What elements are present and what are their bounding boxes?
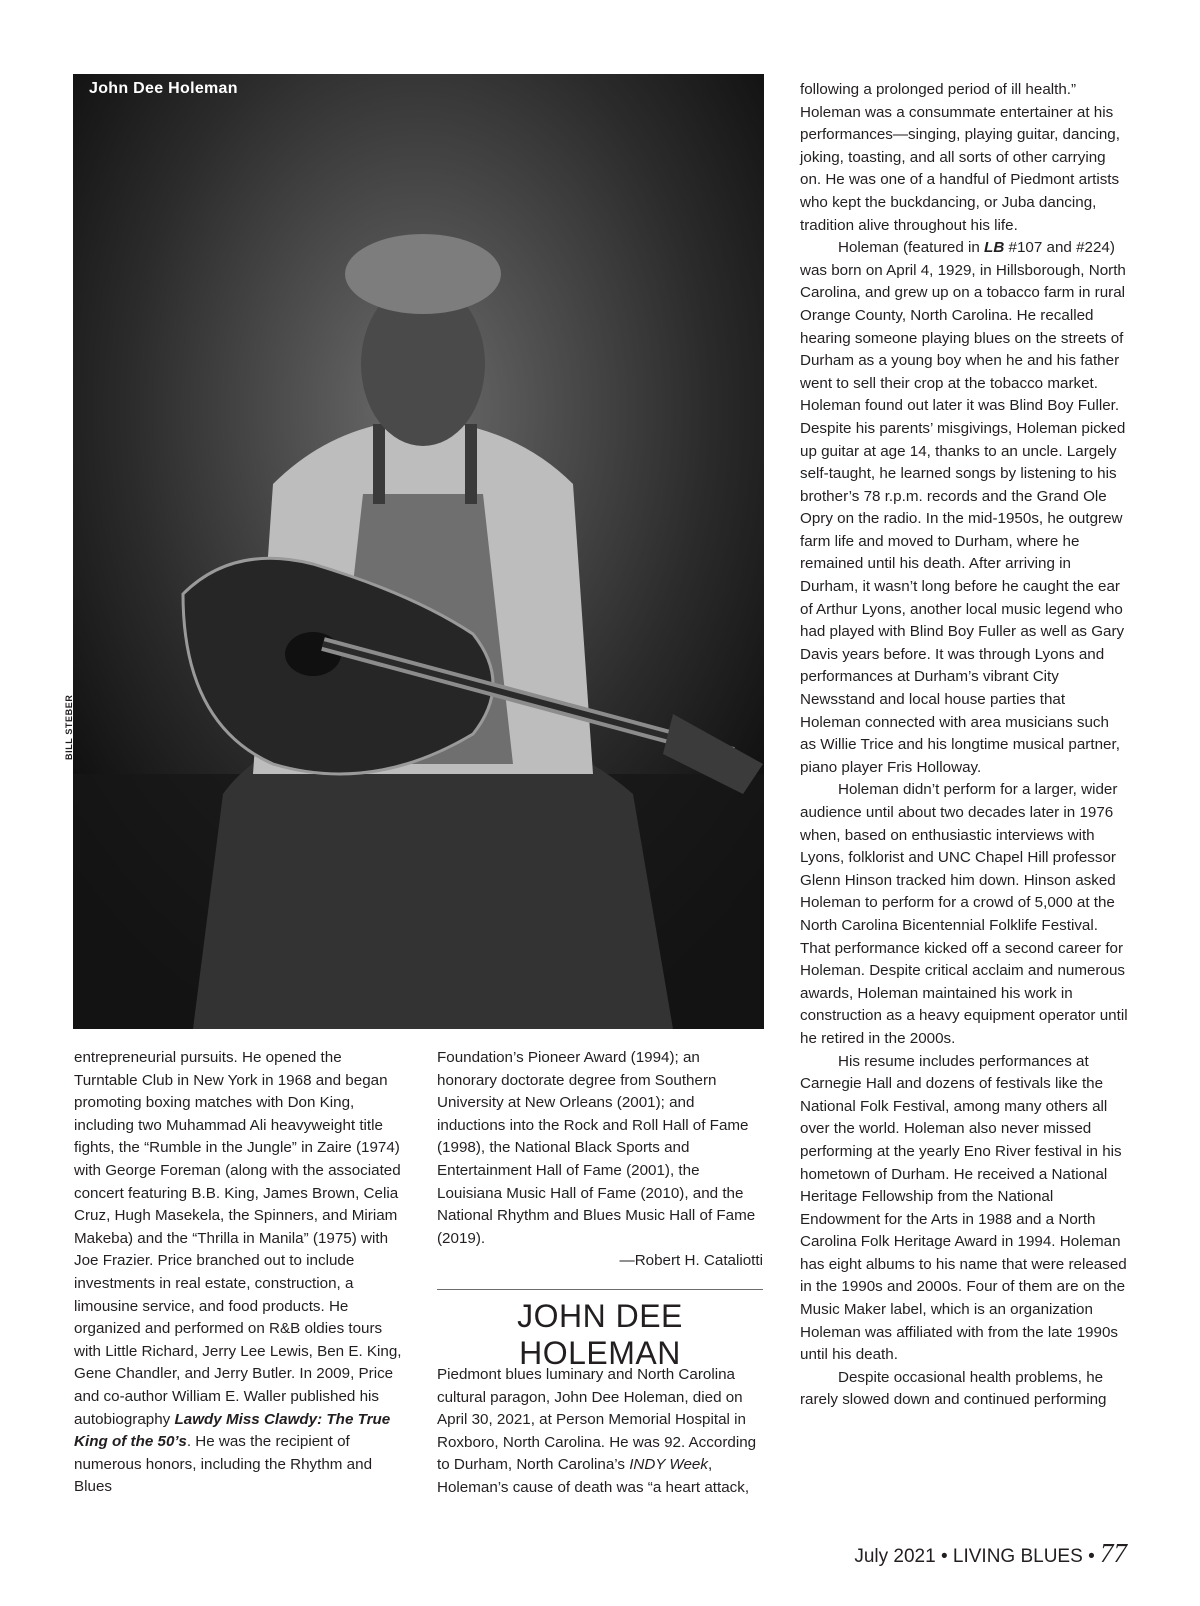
magazine-name: LIVING BLUES <box>952 1546 1083 1567</box>
paragraph: Foundation’s Pioneer Award (1994); an honorary doctorate degree from Southern University at New Orleans (2001); and inductions into the Rock and Roll Hall of Fame (1998), the National Black Sports and Entertainment Hall of Fame (2001), the Louisiana Music Hall of Fame (2010), and the National Rhythm and Blues Music Hall of Fame (2019). <box>437 1049 756 1247</box>
paragraph: His resume includes performances at Carnegie Hall and dozens of festivals like the National Folk Festival, among many others all over the world. Holeman also never missed performing at the yearly Eno River festival in his hometown of Durham. He received a National Heritage Fellowship from the National Endowment for the Arts in 1988 and a North Carolina Folk Heritage Award in 1994. Holeman has eight albums to his name that were released in the 1990s and 2000s. Four of them are on the Music Maker label, which is an organization Holeman was affiliated with from the late 1990s until his death. <box>800 1052 1127 1364</box>
separator: • <box>1088 1546 1095 1567</box>
page-footer <box>854 1538 1127 1569</box>
book-title: Lawdy Miss Clawdy: The True King of the 50’s <box>74 1410 391 1451</box>
section-headline: JOHN DEE HOLEMAN <box>517 1298 683 1371</box>
photo-credit: BILL STEBER <box>64 694 74 760</box>
paragraph: Piedmont blues luminary and North Carolina cultural paragon, John Dee Holeman, died on April 30, 2021, at Person Memorial Hospital in Roxboro, North Carolina. He was 92. According to Durham, North Carolina’s INDY Week, Holeman’s cause of death was “a heart attack, <box>437 1366 757 1496</box>
page-number: 77 <box>1100 1538 1127 1568</box>
photo-caption: John Dee Holeman <box>89 80 238 97</box>
article-column-2 <box>437 1047 763 1273</box>
article-column-3 <box>800 79 1128 1412</box>
section-divider <box>437 1289 763 1290</box>
magazine-abbrev: LB <box>984 239 1005 257</box>
portrait-illustration <box>73 74 764 1029</box>
paragraph: entrepreneurial pursuits. He opened the Turntable Club in New York in 1968 and began promoting boxing matches with Don King, including two Muhammad Ali heavyweight title fights, the “Rumble in the Jungle” in Zaire (1974) with George Foreman (along with the associated concert featuring B.B. King, James Brown, Celia Cruz, Hugh Masekela, the Spinners, and Miriam Makeba) and the “Thrilla in Manila” (1975) with Joe Frazier. Price branched out to include investments in real estate, construction, a limousine service, and food products. He organized and performed on R&B oldies tours with Little Richard, Jerry Lee Lewis, Ben E. King, Gene Chandler, and Jerry Butler. In 2009, Price and co-author William E. Waller published his autobiography Lawdy Miss Clawdy: The True King of the 50’s. He was the recipient of numerous honors, including the Rhythm and Blues <box>74 1049 402 1496</box>
paragraph: Holeman didn’t perform for a larger, wider audience until about two decades later in 1976 when, based on enthusiastic interviews with Lyons, folklorist and UNC Chapel Hill professor Glenn Hinson tracked him down. Hinson asked Holeman to perform for a crowd of 5,000 at the North Carolina Bicentennial Folklife Festival. That performance kicked off a second career for Holeman. Despite critical acclaim and numerous awards, Holeman maintained his work in construction as a heavy equipment operator until he retired in the 2000s. <box>800 781 1128 1047</box>
paragraph: following a prolonged period of ill health.” Holeman was a consummate entertainer at his performances—singing, playing guitar, dancing, joking, toasting, and all sorts of other carrying on. He was one of a handful of Piedmont artists who kept the buckdancing, or Juba dancing, tradition alive throughout his life. <box>800 81 1120 234</box>
paragraph: Holeman (featured in LB #107 and #224) was born on April 4, 1929, in Hillsborough, North Carolina, and grew up on a tobacco farm in rural Orange County, North Carolina. He recalled hearing someone playing blues on the streets of Durham as a young boy when he and his father went to sell their crop at the tobacco market. Holeman found out later it was Blind Boy Fuller. Despite his parents’ misgivings, Holeman picked up guitar at age 14, thanks to an uncle. Largely self-taught, he learned songs by listening to his brother’s 78 r.p.m. records and the Grand Ole Opry on the radio. In the mid-1950s, he outgrew farm life and moved to Durham, where he remained until his death. After arriving in Durham, it wasn’t long before he caught the ear of Arthur Lyons, another local music legend who had played with Blind Boy Fuller as well as Gary Davis years before. It was through Lyons and performances at Durham’s vibrant City Newsstand and local house parties that Holeman connected with area musicians such as Willie Trice and his longtime musical partner, piano player Fris Holloway. <box>800 239 1126 776</box>
article-column-2-lower <box>437 1364 763 1500</box>
separator: • <box>940 1546 948 1567</box>
article-column-1 <box>74 1047 404 1499</box>
issue-date: July 2021 <box>854 1546 936 1567</box>
paragraph: Despite occasional health problems, he rarely slowed down and continued performing <box>800 1368 1107 1409</box>
publication-title: INDY Week <box>629 1456 708 1474</box>
author-signature: —Robert H. Cataliotti <box>619 1252 763 1270</box>
portrait-photo <box>73 74 764 1029</box>
